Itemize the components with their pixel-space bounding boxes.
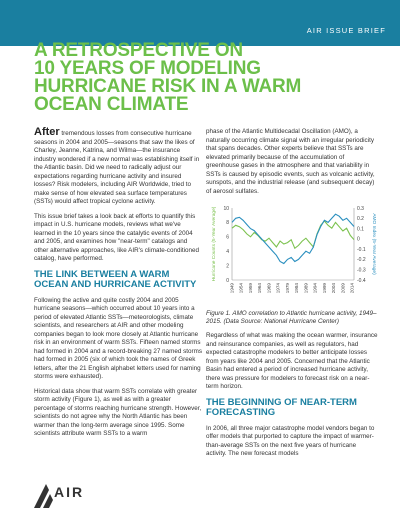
paragraph: Historical data show that warm SSTs correlate with greater storm activity (Figure 1), as well as with a greater percentage of storms reaching hurricane strength. However, scientists do not agree why the North Atlantic has been warmer than the long-term average since 1995. Some scientists attribute warm SSTs to a warm [34, 387, 202, 437]
y2-tick-label: 0.1 [357, 226, 364, 233]
paragraph: This issue brief takes a look back at efforts to quantify this impact in U.S. hurricane models, reviews what we've learned in the 10 years since the catalytic events of 2004 and 2005, and examines how "near-term" catalogs and other alternative approaches, like AIR's climate-conditioned catalog, have performed. [34, 212, 200, 262]
left-column [34, 128, 202, 445]
paragraph: phase of the Atlantic Multidecadal Oscillation (AMO), a naturally occurring climate signal with an irregular periodicity that spans decades. Other experts believe that SSTs are elevated primarily because of the accumulation of greenhouse gases in the atmosphere and that variability in SSTs is caused by episodic events, such as volcanic activity, sunspots, and the industrial release (and subsequent decay) of aerosol sulfates. [206, 128, 375, 195]
section-heading: THE BEGINNING OF NEAR-TERM FORECASTING [206, 396, 357, 418]
section-heading: THE LINK BETWEEN A WARM OCEAN AND HURRICANE ACTIVITY [34, 268, 197, 290]
x-tick-label: 2009 [340, 283, 346, 294]
y2-tick-label: 0.3 [357, 205, 364, 212]
x-tick-label: 2014 [349, 283, 355, 294]
x-tick-label: 1979 [284, 283, 290, 294]
y-tick-label: 8 [226, 220, 229, 227]
y2-axis-title: AMO Index (5-Year Average) [371, 213, 376, 275]
y-axis-title: Hurricane Counts (5-Year Average) [212, 206, 217, 282]
figure-caption: Figure 1. AMO correlation to Atlantic hurricane activity, 1949–2015. (Data Source: National Hurricane Center) [206, 310, 377, 325]
right-column [206, 128, 378, 465]
title-line: A RETROSPECTIVE ON [34, 40, 243, 61]
y-tick-label: 10 [223, 205, 229, 212]
y2-tick-label: 0 [357, 236, 360, 243]
paragraph: Regardless of what was making the ocean warmer, insurance and reinsurance companies, as well as regulators, had expected catastrophe modelers to better anticipate losses from years like 2004 and 2005. Concerned that the Atlantic Basin had entered a period of increased hurricane activity, there was pressure for modelers to forecast risk on a near-term horizon. [206, 332, 378, 390]
page-title [34, 42, 364, 114]
x-tick-label: 1989 [303, 283, 309, 294]
logo-text: AIR [54, 484, 85, 500]
x-tick-label: 1984 [294, 283, 300, 294]
paragraph: In 2006, all three major catastrophe model vendors began to offer models that purported to capture the impact of warmer-than-average SSTs on the next five years of hurricane activity. The new forecast models [206, 424, 375, 457]
x-tick-label: 1959 [247, 283, 253, 294]
x-tick-label: 1969 [266, 283, 272, 294]
x-tick-label: 1994 [312, 283, 318, 294]
amo-hurricane-chart [206, 202, 378, 306]
y-tick-label: 4 [226, 249, 229, 255]
intro-lead-word: After [34, 126, 60, 138]
intro-paragraph [34, 128, 202, 207]
x-tick-label: 1964 [257, 283, 263, 294]
hurricane-series-line [232, 221, 354, 248]
chart-svg [206, 202, 378, 306]
x-tick-label: 2004 [331, 283, 337, 294]
title-line: 10 YEARS OF MODELING [34, 58, 261, 79]
issue-brief-label: AIR ISSUE BRIEF [306, 26, 386, 35]
y2-tick-label: 0.2 [357, 216, 364, 223]
title-line: OCEAN CLIMATE [34, 94, 189, 115]
x-tick-label: 1954 [238, 283, 244, 294]
intro-text: tremendous losses from consecutive hurricane seasons in 2004 and 2005—seasons that saw the likes of Charley, Jeanne, Katrina, and Wilma—the insurance industry wondered if a new normal was establishing itself in the Atlantic basin. Did we need to radically adjust our expectations regarding hurricane activity and insured losses? Risk modelers, including AIR Worldwide, tried to make sense of how elevated sea surface temperatures (SSTs) would affect tropical cyclone activity. [34, 130, 200, 205]
y-tick-label: 2 [226, 263, 229, 270]
y2-tick-label: -0.4 [357, 277, 366, 284]
y2-tick-label: -0.3 [357, 267, 366, 274]
amo-series-line [232, 214, 354, 263]
x-tick-label: 1949 [229, 283, 235, 294]
y2-tick-label: -0.1 [357, 246, 366, 253]
paragraph: Following the active and quite costly 2004 and 2005 hurricane seasons—which occurred about 10 years into a period of elevated Atlantic SSTs—meteorologists, climate scientists, and researchers at AIR and other modeling companies began to look more closely at Atlantic hurricane risk in an environment of warm SSTs. Fifteen named storms had formed in 2004 and a record-breaking 27 named storms had formed in 2005 (six of which took the names of Greek letters, after the 21 English alphabet letters used for naming storms were exhausted). [34, 296, 203, 380]
x-tick-label: 1974 [275, 283, 281, 294]
y2-tick-label: -0.2 [357, 257, 366, 264]
y-tick-label: 6 [226, 234, 229, 241]
x-tick-label: 1999 [321, 283, 327, 294]
title-line: HURRICANE RISK IN A WARM [34, 76, 302, 97]
y-tick-label: 0 [226, 277, 229, 284]
